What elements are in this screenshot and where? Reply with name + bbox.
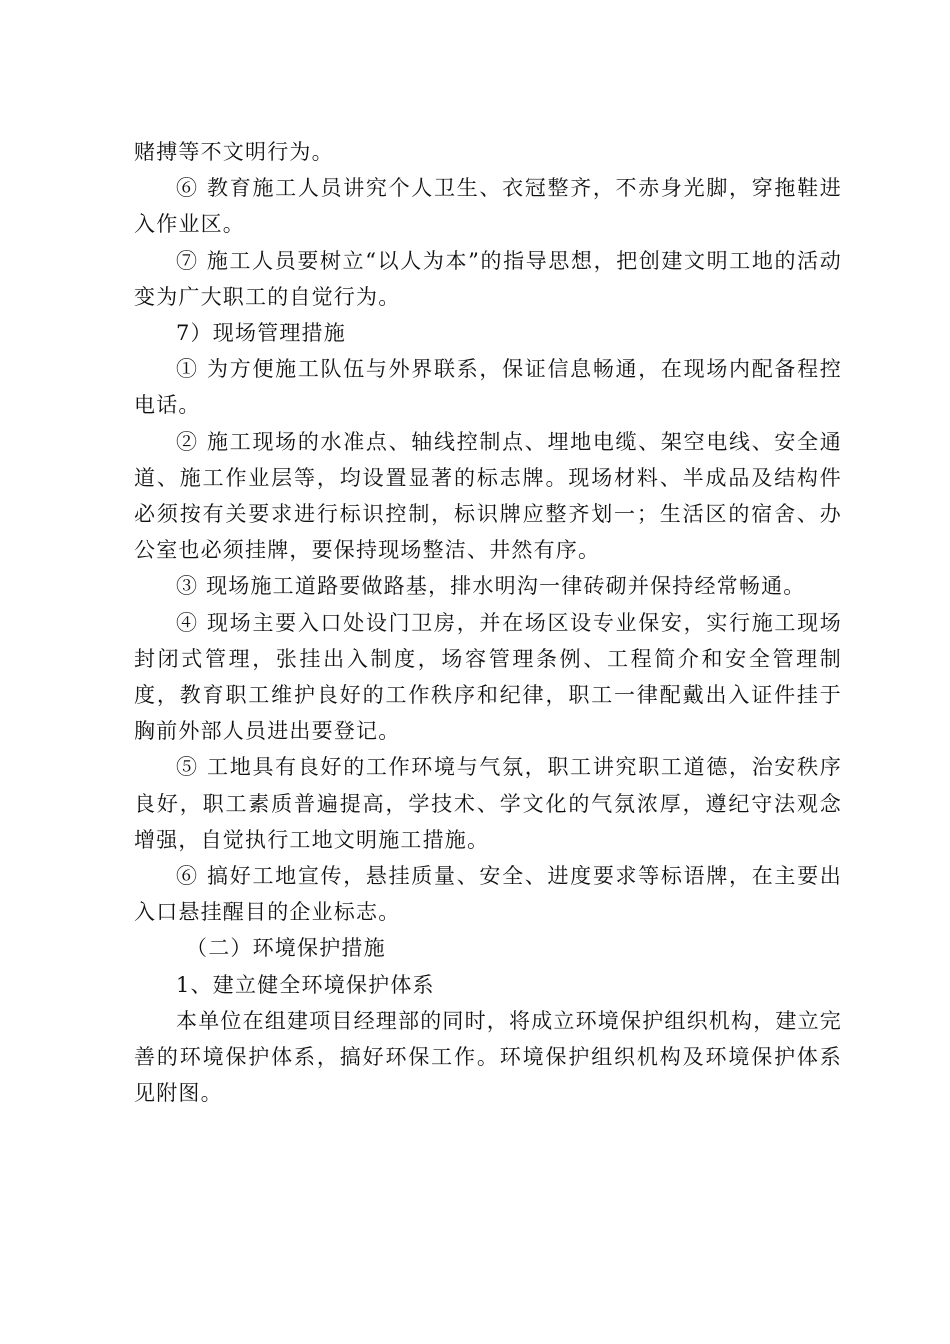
paragraph-item-4-security: ④ 现场主要入口处设门卫房，并在场区设专业保安，实行施工现场封闭式管理，张挂出入制度，场容管理条例、工程简介和安全管理制度，教育职工维护良好的工作秩序和纪律，职工一律配戴出入证件挂于胸前外部人员进出要登记。: [134, 610, 842, 744]
subsection-heading-system: 1、建立健全环境保护体系: [176, 972, 435, 997]
paragraph-item-1-telephone: ① 为方便施工队伍与外界联系，保证信息畅通，在现场内配备程控电话。: [134, 357, 842, 418]
paragraph-organization: 本单位在组建项目经理部的同时，将成立环境保护组织机构，建立完善的环境保护体系，搞好环保工作。环境保护组织机构及环境保护体系见附图。: [134, 1008, 842, 1106]
paragraph-item-6-publicity: ⑥ 搞好工地宣传，悬挂质量、安全、进度要求等标语牌，在主要出入口悬挂醒目的企业标志。: [134, 864, 842, 925]
document-body: [134, 134, 842, 1111]
paragraph-item-3-roads: ③ 现场施工道路要做路基，排水明沟一律砖砌并保持经常畅通。: [176, 574, 806, 599]
section-heading-site-management: 7）现场管理措施: [176, 321, 346, 346]
paragraph-item-6-hygiene: ⑥ 教育施工人员讲究个人卫生、衣冠整齐，不赤身光脚，穿拖鞋进入作业区。: [134, 176, 842, 237]
paragraph-item-7-people-oriented: ⑦ 施工人员要树立“以人为本”的指导思想，把创建文明工地的活动变为广大职工的自觉行为。: [134, 248, 842, 309]
paragraph-continuation: 赌搏等不文明行为。: [134, 140, 334, 164]
paragraph-item-5-environment: ⑤ 工地具有良好的工作环境与气氛，职工讲究职工道德，治安秩序良好，职工素质普遍提高，学技术、学文化的气氛浓厚，遵纪守法观念增强，自觉执行工地文明施工措施。: [134, 755, 842, 852]
section-heading-environmental-protection: （二）环境保护措施: [186, 936, 386, 961]
paragraph-item-2-signage: ② 施工现场的水准点、轴线控制点、埋地电缆、架空电线、安全通道、施工作业层等，均设置显著的标志牌。现场材料、半成品及结构件必须按有关要求进行标识控制，标识牌应整齐划一；生活区的宿舍、办公室也必须挂牌，要保持现场整洁、井然有序。: [134, 429, 842, 563]
